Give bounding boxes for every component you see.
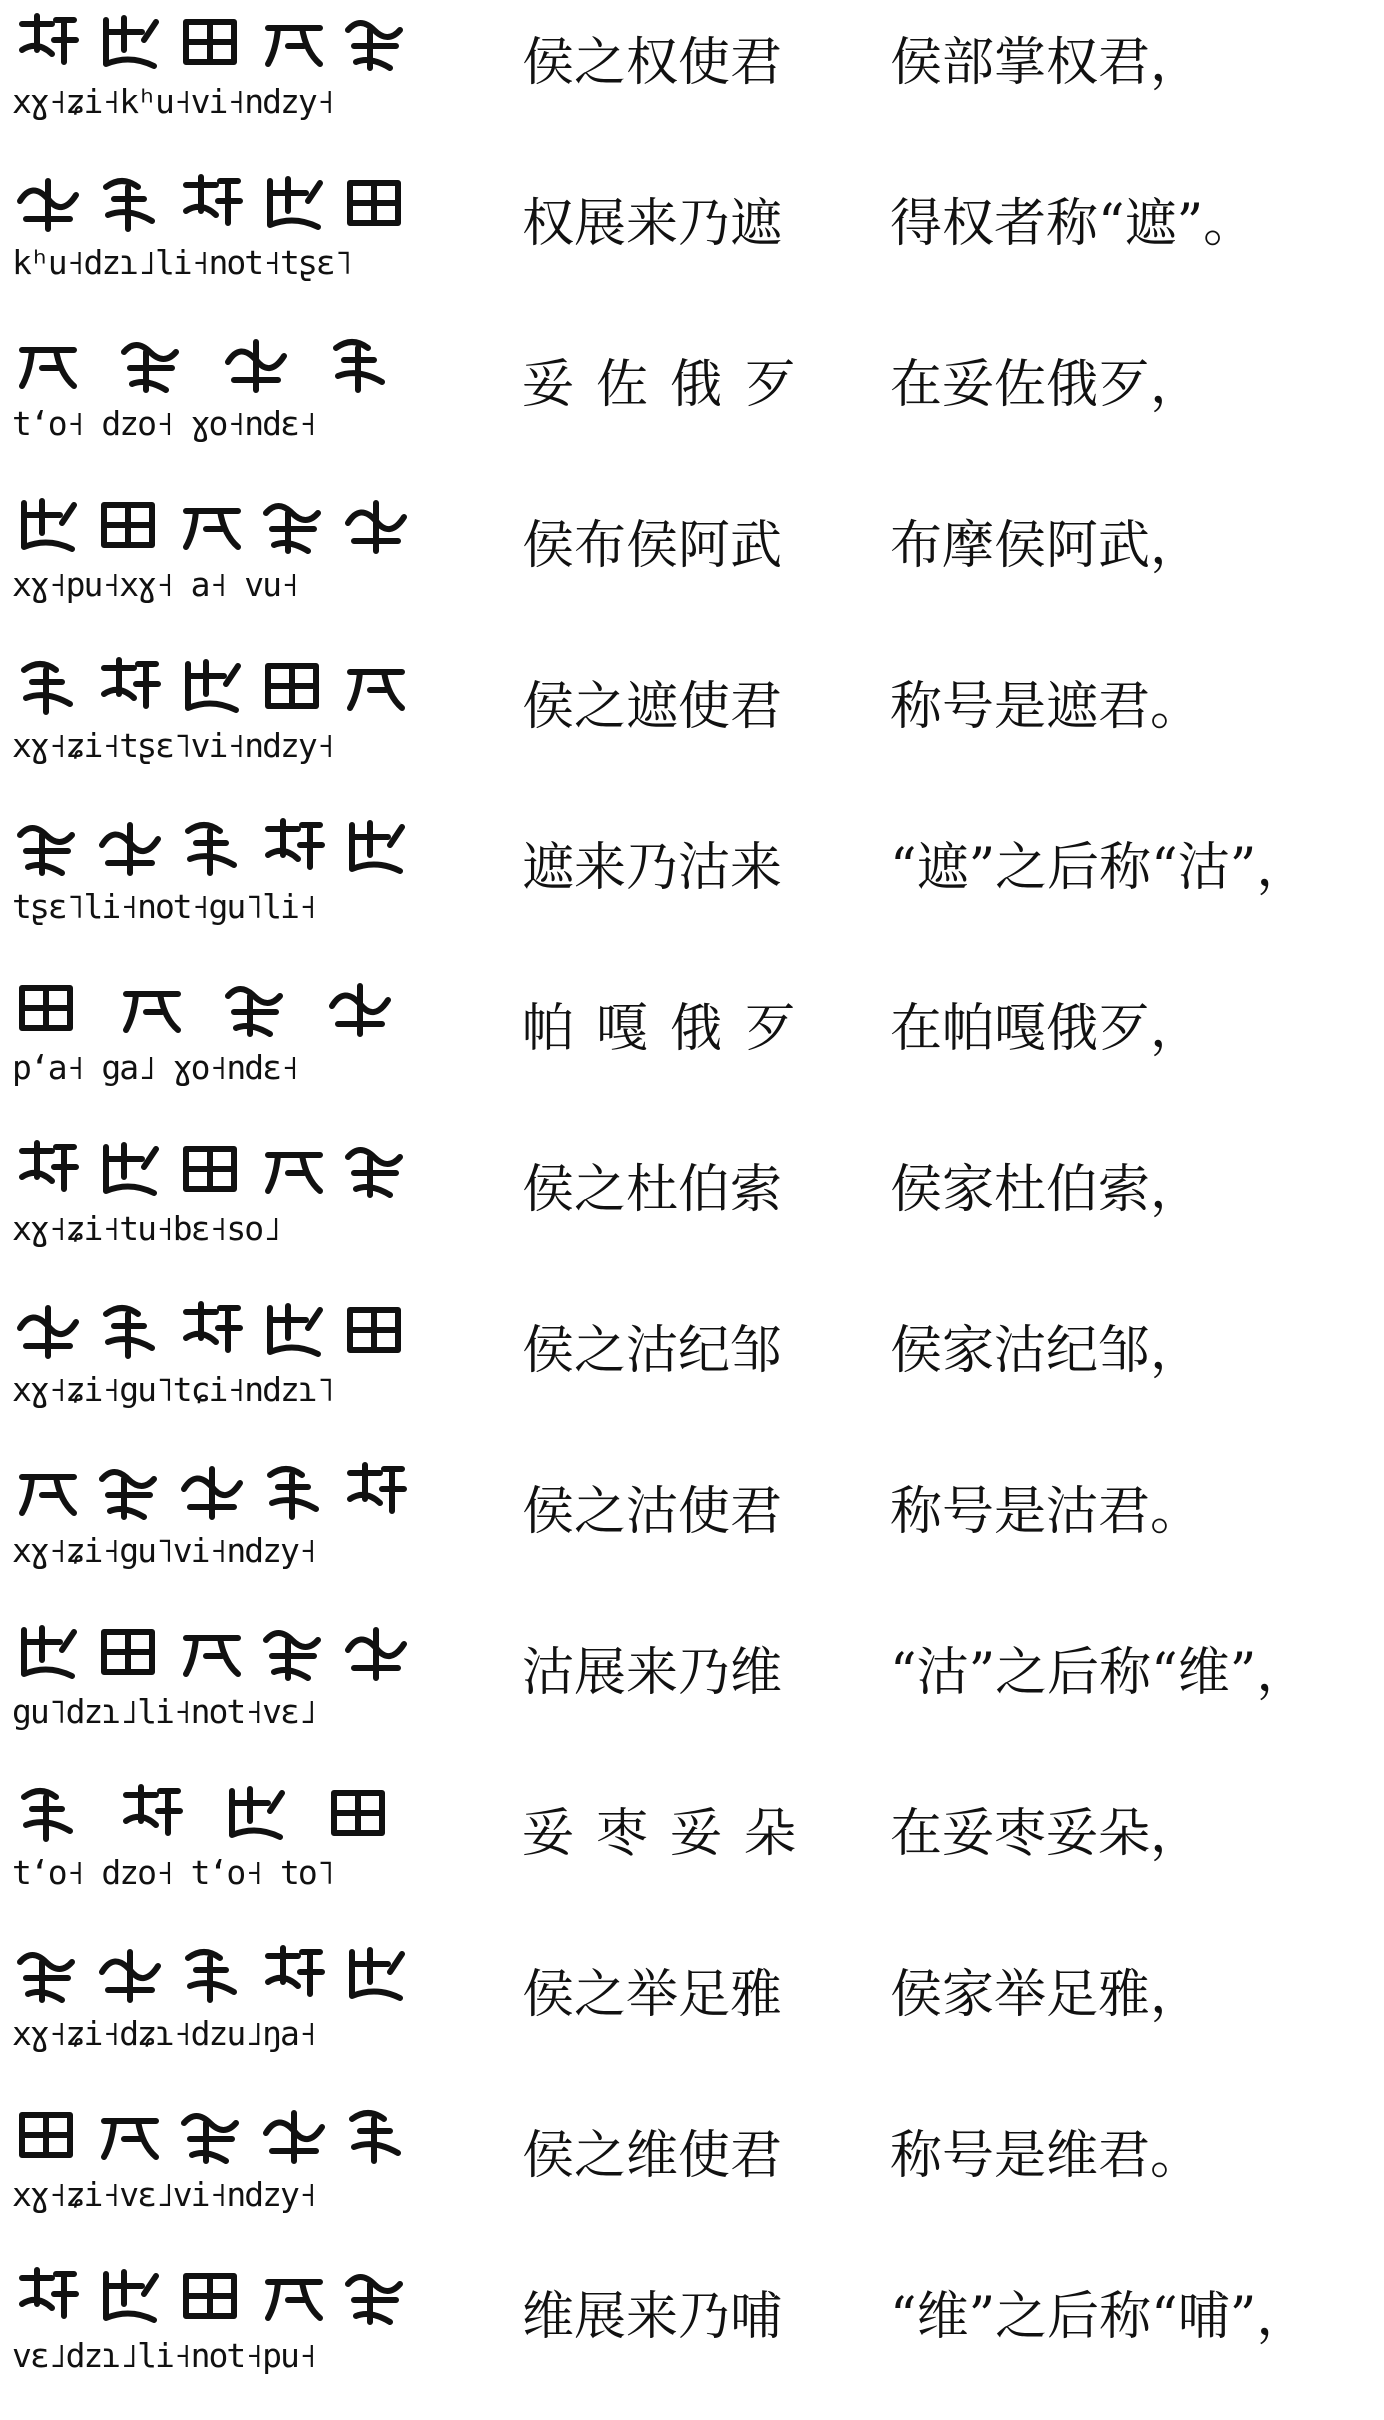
word-gloss: 侯之沽纪邹	[522, 1321, 783, 1381]
yi-glyph-row	[12, 1781, 432, 1851]
text-row	[0, 1938, 1384, 2098]
yi-glyph-row	[12, 1298, 432, 1368]
yi-glyph	[176, 10, 248, 76]
yi-glyph	[340, 2264, 412, 2330]
translation: 在帕嘎俄歹，	[890, 999, 1203, 1059]
translation: “沽”之后称“维”，	[890, 1643, 1309, 1703]
text-row	[0, 972, 1384, 1132]
yi-glyph	[94, 2264, 166, 2330]
translation: “遮”之后称“沽”，	[890, 838, 1309, 898]
yi-script-block	[12, 332, 432, 444]
yi-glyph	[258, 10, 330, 76]
word-gloss: 维展来乃哺	[522, 2287, 783, 2347]
yi-glyph	[12, 493, 84, 559]
yi-script-block	[12, 171, 432, 283]
text-row	[0, 650, 1384, 810]
word-gloss: 侯之沽使君	[522, 1482, 783, 1542]
yi-glyph	[176, 1459, 248, 1525]
yi-script-block	[12, 493, 432, 605]
yi-glyph	[340, 1942, 412, 2008]
yi-glyph-row	[12, 1620, 432, 1690]
text-row	[0, 2260, 1384, 2420]
yi-glyph	[12, 10, 84, 76]
text-row	[0, 328, 1384, 488]
translation: 称号是沽君。	[890, 1482, 1203, 1542]
yi-glyph	[94, 1298, 166, 1364]
yi-glyph	[340, 2103, 412, 2169]
yi-script-block	[12, 976, 432, 1088]
yi-script-block	[12, 1459, 432, 1571]
yi-glyph	[94, 493, 166, 559]
yi-glyph	[116, 332, 188, 398]
yi-glyph	[12, 171, 84, 237]
yi-glyph	[258, 1942, 330, 2008]
yi-glyph	[94, 1620, 166, 1686]
yi-glyph	[176, 1620, 248, 1686]
yi-glyph	[258, 1298, 330, 1364]
yi-glyph-row	[12, 332, 432, 402]
yi-glyph	[258, 493, 330, 559]
translation: “维”之后称“哺”，	[890, 2287, 1309, 2347]
translation: 布摩侯阿武，	[890, 516, 1203, 576]
yi-glyph-row	[12, 654, 432, 724]
yi-glyph	[94, 1137, 166, 1203]
yi-glyph	[12, 332, 84, 398]
yi-script-block	[12, 1620, 432, 1732]
translation: 称号是维君。	[890, 2126, 1203, 2186]
yi-script-block	[12, 654, 432, 766]
yi-glyph	[258, 654, 330, 720]
yi-glyph-row	[12, 2264, 432, 2334]
yi-glyph	[220, 332, 292, 398]
yi-glyph	[176, 171, 248, 237]
yi-script-block	[12, 1137, 432, 1249]
yi-glyph	[12, 1298, 84, 1364]
yi-glyph	[176, 1298, 248, 1364]
yi-glyph	[12, 2264, 84, 2330]
translation: 侯家举足雅，	[890, 1965, 1203, 2025]
yi-glyph	[12, 1781, 84, 1847]
yi-glyph	[176, 493, 248, 559]
word-gloss: 侯布侯阿武	[522, 516, 783, 576]
yi-glyph	[258, 1459, 330, 1525]
word-gloss: 侯之维使君	[522, 2126, 783, 2186]
yi-glyph-row	[12, 976, 432, 1046]
phonetic-transcription: xɣ˧ʑi˧dʑɿ˧dzu˩ŋa˧	[12, 2014, 316, 2053]
translation: 得权者称“遮”。	[890, 194, 1256, 254]
yi-glyph	[116, 1781, 188, 1847]
yi-glyph	[12, 815, 84, 881]
text-row	[0, 811, 1384, 971]
yi-glyph	[340, 654, 412, 720]
yi-glyph	[340, 1620, 412, 1686]
yi-script-block	[12, 1942, 432, 2054]
word-gloss: 妥佐俄歹	[522, 355, 819, 415]
yi-glyph	[12, 1459, 84, 1525]
yi-glyph-row	[12, 1459, 432, 1529]
yi-glyph	[258, 2103, 330, 2169]
yi-glyph	[116, 976, 188, 1042]
word-gloss: 遮来乃沽来	[522, 838, 783, 898]
yi-glyph	[12, 976, 84, 1042]
yi-glyph	[220, 1781, 292, 1847]
yi-script-block	[12, 1298, 432, 1410]
yi-script-block	[12, 815, 432, 927]
translation: 在妥枣妥朵，	[890, 1804, 1203, 1864]
yi-glyph	[12, 654, 84, 720]
yi-glyph	[12, 1620, 84, 1686]
yi-glyph	[94, 1942, 166, 2008]
yi-glyph	[94, 1459, 166, 1525]
yi-glyph	[94, 2103, 166, 2169]
yi-glyph-row	[12, 171, 432, 241]
yi-glyph	[340, 815, 412, 881]
phonetic-transcription: xɣ˧ʑi˧vɛ˩vi˧ndzy˧	[12, 2175, 316, 2214]
word-gloss: 妥枣妥朵	[522, 1804, 819, 1864]
yi-glyph	[94, 654, 166, 720]
text-row	[0, 1777, 1384, 1937]
yi-glyph	[176, 654, 248, 720]
word-gloss: 侯之举足雅	[522, 1965, 783, 2025]
yi-glyph-row	[12, 1942, 432, 2012]
phonetic-transcription: vɛ˩dzɿ˩li˧not˧pu˧	[12, 2336, 316, 2375]
yi-glyph	[258, 171, 330, 237]
phonetic-transcription: xɣ˧ʑi˧tu˧bɛ˧so˩	[12, 1209, 281, 1248]
yi-script-block	[12, 1781, 432, 1893]
word-gloss: 侯之遮使君	[522, 677, 783, 737]
translation: 侯家沽纪邹，	[890, 1321, 1203, 1381]
translation: 在妥佐俄歹，	[890, 355, 1203, 415]
yi-glyph-row	[12, 10, 432, 80]
yi-glyph	[12, 1942, 84, 2008]
yi-glyph	[94, 815, 166, 881]
phonetic-transcription: tʻo˧ dzo˧ tʻo˧ to˥	[12, 1853, 334, 1892]
yi-glyph	[176, 815, 248, 881]
word-gloss: 侯之权使君	[522, 33, 783, 93]
phonetic-transcription: xɣ˧pu˧xɣ˧ a˧ vu˧	[12, 565, 298, 604]
word-gloss: 沽展来乃维	[522, 1643, 783, 1703]
phonetic-transcription: tʻo˧ dzo˧ ɣo˧ndɛ˧	[12, 404, 316, 443]
yi-glyph	[176, 1137, 248, 1203]
word-gloss: 权展来乃遮	[522, 194, 783, 254]
text-row	[0, 1616, 1384, 1776]
yi-glyph	[324, 976, 396, 1042]
text-row	[0, 2099, 1384, 2259]
text-row	[0, 489, 1384, 649]
text-row	[0, 167, 1384, 327]
yi-glyph	[176, 1942, 248, 2008]
yi-glyph-row	[12, 815, 432, 885]
yi-glyph-row	[12, 493, 432, 563]
phonetic-transcription: kʰu˧dzɿ˩li˧not˧tʂɛ˥	[12, 243, 352, 282]
yi-glyph	[340, 1137, 412, 1203]
yi-script-block	[12, 10, 432, 122]
yi-glyph	[220, 976, 292, 1042]
phonetic-transcription: xɣ˧ʑi˧gu˥vi˧ndzy˧	[12, 1531, 316, 1570]
yi-script-block	[12, 2103, 432, 2215]
yi-glyph-row	[12, 2103, 432, 2173]
text-row	[0, 6, 1384, 166]
yi-glyph	[258, 815, 330, 881]
phonetic-transcription: pʻa˧ ga˩ ɣo˧ndɛ˧	[12, 1048, 298, 1087]
yi-glyph	[340, 10, 412, 76]
yi-glyph	[94, 10, 166, 76]
yi-glyph	[176, 2103, 248, 2169]
yi-glyph	[340, 171, 412, 237]
phonetic-transcription: xɣ˧ʑi˧kʰu˧vi˧ndzy˧	[12, 82, 334, 121]
yi-glyph	[12, 1137, 84, 1203]
text-row	[0, 1455, 1384, 1615]
yi-glyph	[94, 171, 166, 237]
yi-glyph-row	[12, 1137, 432, 1207]
yi-glyph	[176, 2264, 248, 2330]
phonetic-transcription: xɣ˧ʑi˧gu˥tɕi˧ndzɿ˥	[12, 1370, 334, 1409]
yi-glyph	[324, 1781, 396, 1847]
yi-glyph	[340, 493, 412, 559]
text-row	[0, 1133, 1384, 1293]
yi-glyph	[324, 332, 396, 398]
yi-glyph	[12, 2103, 84, 2169]
yi-glyph	[340, 1459, 412, 1525]
yi-glyph	[258, 1620, 330, 1686]
translation: 侯部掌权君，	[890, 33, 1203, 93]
yi-glyph	[340, 1298, 412, 1364]
phonetic-transcription: gu˥dzɿ˩li˧not˧vɛ˩	[12, 1692, 316, 1731]
text-row	[0, 1294, 1384, 1454]
yi-glyph	[258, 2264, 330, 2330]
yi-glyph	[258, 1137, 330, 1203]
word-gloss: 侯之杜伯索	[522, 1160, 783, 1220]
translation: 称号是遮君。	[890, 677, 1203, 737]
translation: 侯家杜伯索，	[890, 1160, 1203, 1220]
phonetic-transcription: tʂɛ˥li˧not˧gu˥li˧	[12, 887, 316, 926]
phonetic-transcription: xɣ˧ʑi˧tʂɛ˥vi˧ndzy˧	[12, 726, 334, 765]
word-gloss: 帕嘎俄歹	[522, 999, 819, 1059]
yi-script-block	[12, 2264, 432, 2376]
